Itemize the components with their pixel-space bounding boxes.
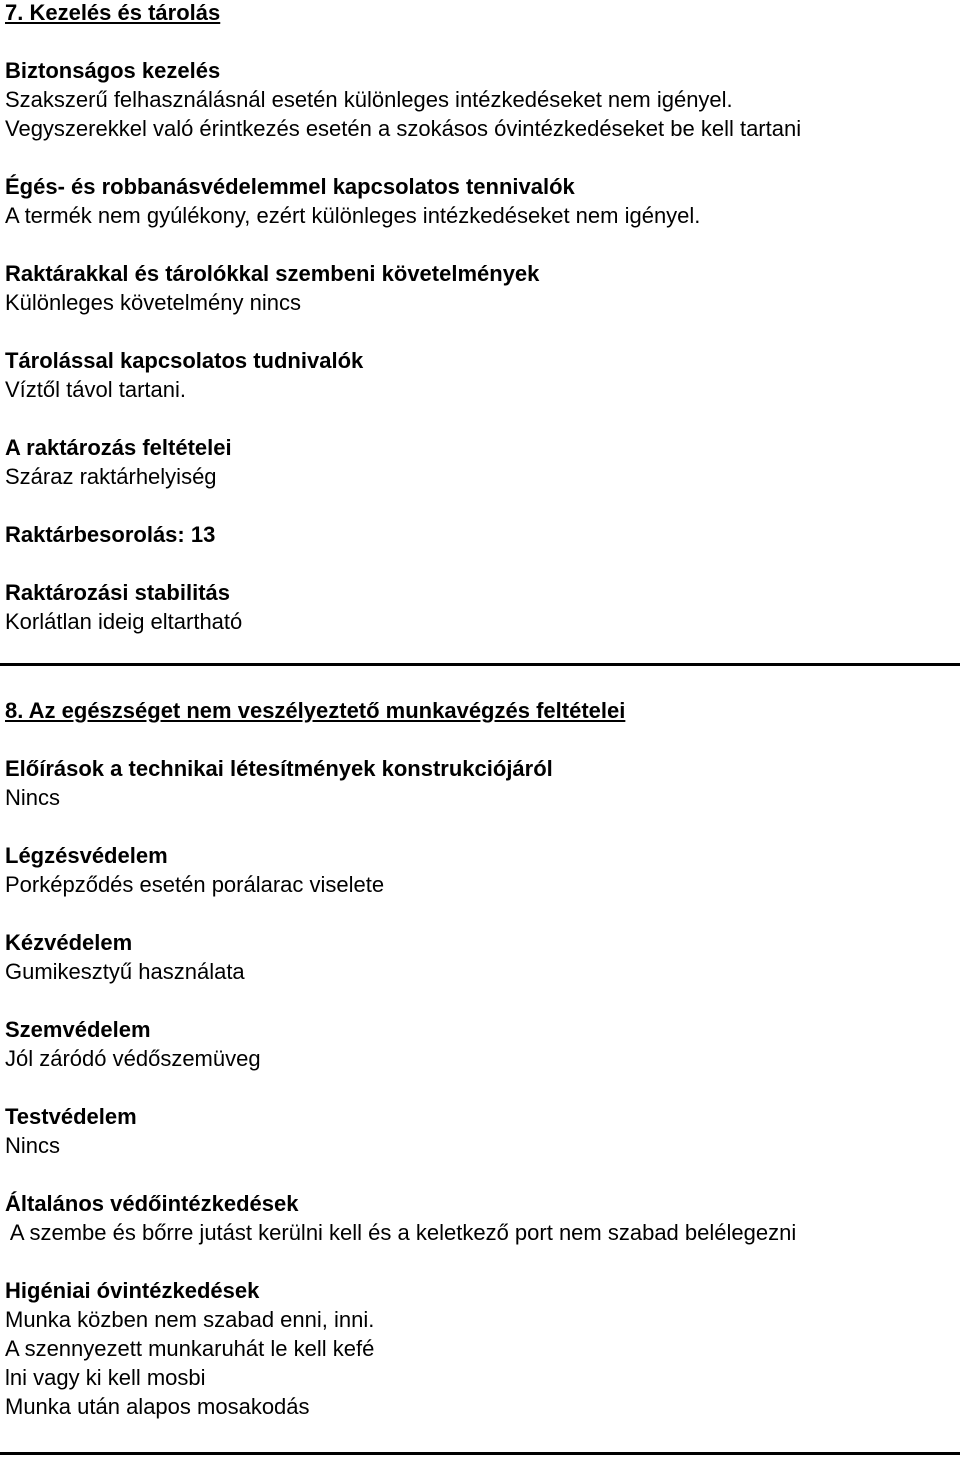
block-storage-conditions xyxy=(5,433,955,491)
text-line: Víztől távol tartani. xyxy=(5,377,186,402)
text-line: Nincs xyxy=(5,785,61,810)
heading-respiratory-protection: Légzésvédelem xyxy=(5,843,168,868)
block-fire-protection xyxy=(5,172,955,230)
heading-storage-requirements: Raktárakkal és tárolókkal szembeni követelmények xyxy=(5,261,540,286)
heading-storage-class: Raktárbesorolás: 13 xyxy=(5,522,216,547)
block-general-protective-measures xyxy=(5,1189,955,1247)
text-line: Vegyszerekkel való érintkezés esetén a szokásos óvintézkedéseket be kell tartani xyxy=(5,116,802,141)
block-eye-protection xyxy=(5,1015,955,1073)
text-line: Száraz raktárhelyiség xyxy=(5,464,217,489)
heading-hand-protection: Kézvédelem xyxy=(5,930,133,955)
text-line: A szembe és bőrre jutást kerülni kell és a keletkező port nem szabad belélegezni xyxy=(5,1220,797,1245)
text-line: Porképződés esetén porálarac viselete xyxy=(5,872,385,897)
heading-technical-facilities: Előírások a technikai létesítmények konstrukciójáról xyxy=(5,756,553,781)
section-7 xyxy=(5,0,955,636)
block-safe-handling xyxy=(5,56,955,143)
text-line: Különleges követelmény nincs xyxy=(5,290,301,315)
heading-general-protective-measures: Általános védőintézkedések xyxy=(5,1191,299,1216)
heading-safe-handling: Biztonságos kezelés xyxy=(5,58,221,83)
text-line: Munka után alapos mosakodás xyxy=(5,1394,310,1419)
text-line: Jól záródó védőszemüveg xyxy=(5,1046,261,1071)
heading-storage-stability: Raktározási stabilitás xyxy=(5,580,230,605)
block-storage-info xyxy=(5,346,955,404)
block-storage-stability xyxy=(5,578,955,636)
text-line: Korlátlan ideig eltartható xyxy=(5,609,243,634)
heading-body-protection: Testvédelem xyxy=(5,1104,137,1129)
block-respiratory-protection xyxy=(5,841,955,899)
text-line: A szennyezett munkaruhát le kell kefé xyxy=(5,1336,375,1361)
block-storage-requirements xyxy=(5,259,955,317)
section-8-title: 8. Az egészséget nem veszélyeztető munkavégzés feltételei xyxy=(5,698,626,723)
heading-fire-protection: Égés- és robbanásvédelemmel kapcsolatos tennivalók xyxy=(5,174,575,199)
block-hygiene-measures xyxy=(5,1276,955,1421)
section-divider xyxy=(0,663,960,666)
text-line: lni vagy ki kell mosbi xyxy=(5,1365,206,1390)
section-8 xyxy=(5,696,955,1421)
block-storage-class xyxy=(5,520,955,549)
bottom-divider xyxy=(0,1452,960,1455)
text-line: A termék nem gyúlékony, ezért különleges intézkedéseket nem igényel. xyxy=(5,203,701,228)
block-technical-facilities xyxy=(5,754,955,812)
heading-storage-conditions: A raktározás feltételei xyxy=(5,435,232,460)
text-line: Szakszerű felhasználásnál esetén különleges intézkedéseket nem igényel. xyxy=(5,87,733,112)
block-body-protection xyxy=(5,1102,955,1160)
text-line: Nincs xyxy=(5,1133,61,1158)
heading-hygiene-measures: Higéniai óvintézkedések xyxy=(5,1278,260,1303)
heading-storage-info: Tárolással kapcsolatos tudnivalók xyxy=(5,348,364,373)
text-line: Gumikesztyű használata xyxy=(5,959,245,984)
block-hand-protection xyxy=(5,928,955,986)
heading-eye-protection: Szemvédelem xyxy=(5,1017,151,1042)
section-7-title: 7. Kezelés és tárolás xyxy=(5,0,221,25)
text-line: Munka közben nem szabad enni, inni. xyxy=(5,1307,375,1332)
